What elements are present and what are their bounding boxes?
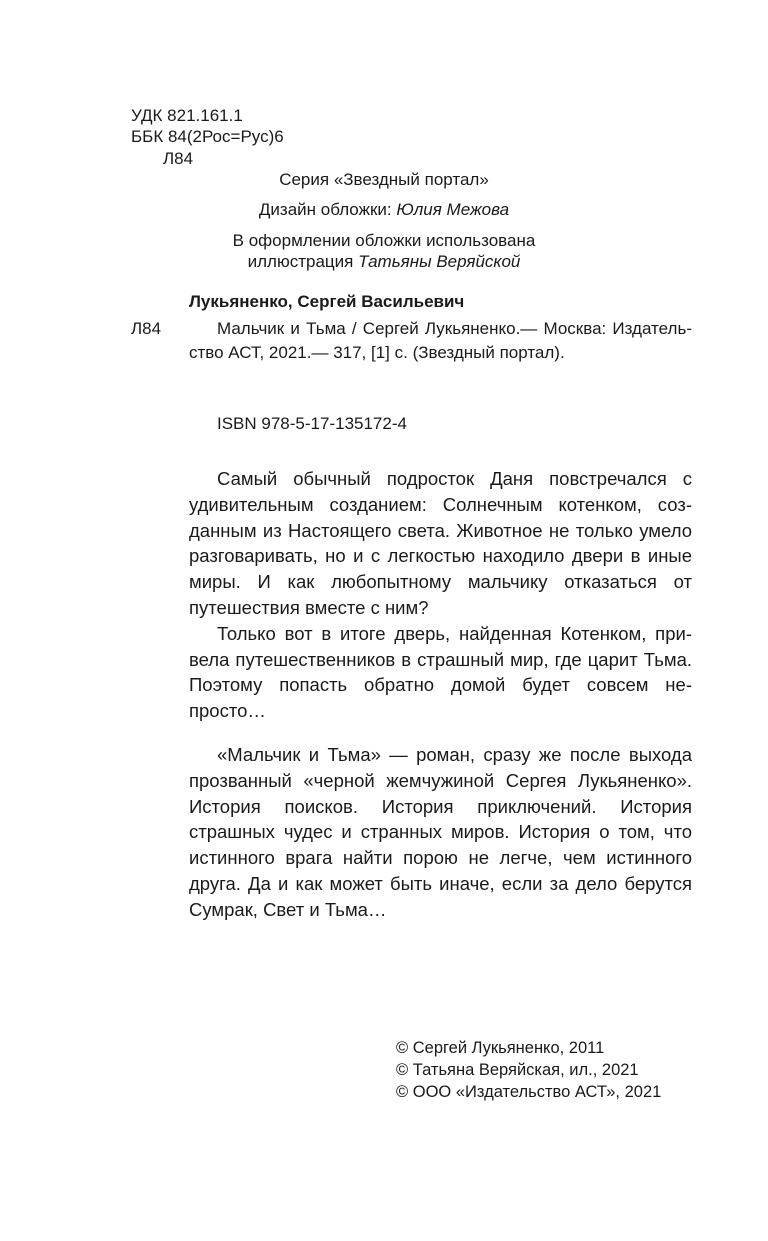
author-mark-top: Л84 xyxy=(163,149,194,168)
cover-designer-name: Юлия Межова xyxy=(396,200,510,219)
cover-illustration-line2 xyxy=(0,252,768,272)
copyright-illustrator: © Татьяна Веряйская, ил., 2021 xyxy=(396,1061,639,1079)
author-mark-bib: Л84 xyxy=(131,319,162,338)
cover-illustration-line1: В оформлении обложки использована xyxy=(232,231,536,250)
series-title: Серия «Звездный портал» xyxy=(279,170,489,189)
cover-design-label: Дизайн обложки: xyxy=(258,200,397,219)
bibliographic-description: Мальчик и Тьма / Сергей Лукьяненко.— Москва: Издательство АСТ, 2021.— 317, [1] с. (Звездный портал). xyxy=(189,319,692,362)
copyright-author: © Сергей Лукьяненко, 2011 xyxy=(396,1039,605,1057)
udk-code: УДК 821.161.1 xyxy=(131,106,243,125)
illustrator-name: Татьяны Веряйской xyxy=(358,252,521,271)
annotation-paragraph-3: «Мальчик и Тьма» — роман, сразу же после выхода прозванный «черной жемчужиной Сергея Лукьяненко». История поисков. История приключений. История страшных чудес и странных миров. История о том, что истинного врага найти порою не легче, чем истинного друга. Да и как может быть иначе, если за дело берутся Сумрак, Свет и Тьма… xyxy=(189,744,692,920)
cover-illustration-prefix: иллюстрация xyxy=(247,252,359,271)
isbn: ISBN 978-5-17-135172-4 xyxy=(217,414,407,433)
annotation-paragraph-1: Самый обычный подросток Даня повстречался с удивительным созданием: Солнечным котенком, созданным из Настоящего света. Животное не только умело разговаривать, но и с легкостью находило двери в иные миры. И как любопытному мальчику отказаться от путешествия вместе с ним? xyxy=(189,468,692,618)
annotation xyxy=(189,466,692,724)
copyright-publisher: © ООО «Издательство АСТ», 2021 xyxy=(396,1083,662,1101)
author-heading: Лукьяненко, Сергей Васильевич xyxy=(189,292,465,311)
cover-design-credit xyxy=(0,200,768,220)
annotation-paragraph-2: Только вот в итоге дверь, найденная Котенком, привела путешественников в страшный мир, где царит Тьма. Поэтому попасть обратно домой будет совсем непросто… xyxy=(189,622,692,722)
annotation-continued xyxy=(189,742,692,923)
bbk-code: ББК 84(2Рос=Рус)6 xyxy=(131,127,284,146)
